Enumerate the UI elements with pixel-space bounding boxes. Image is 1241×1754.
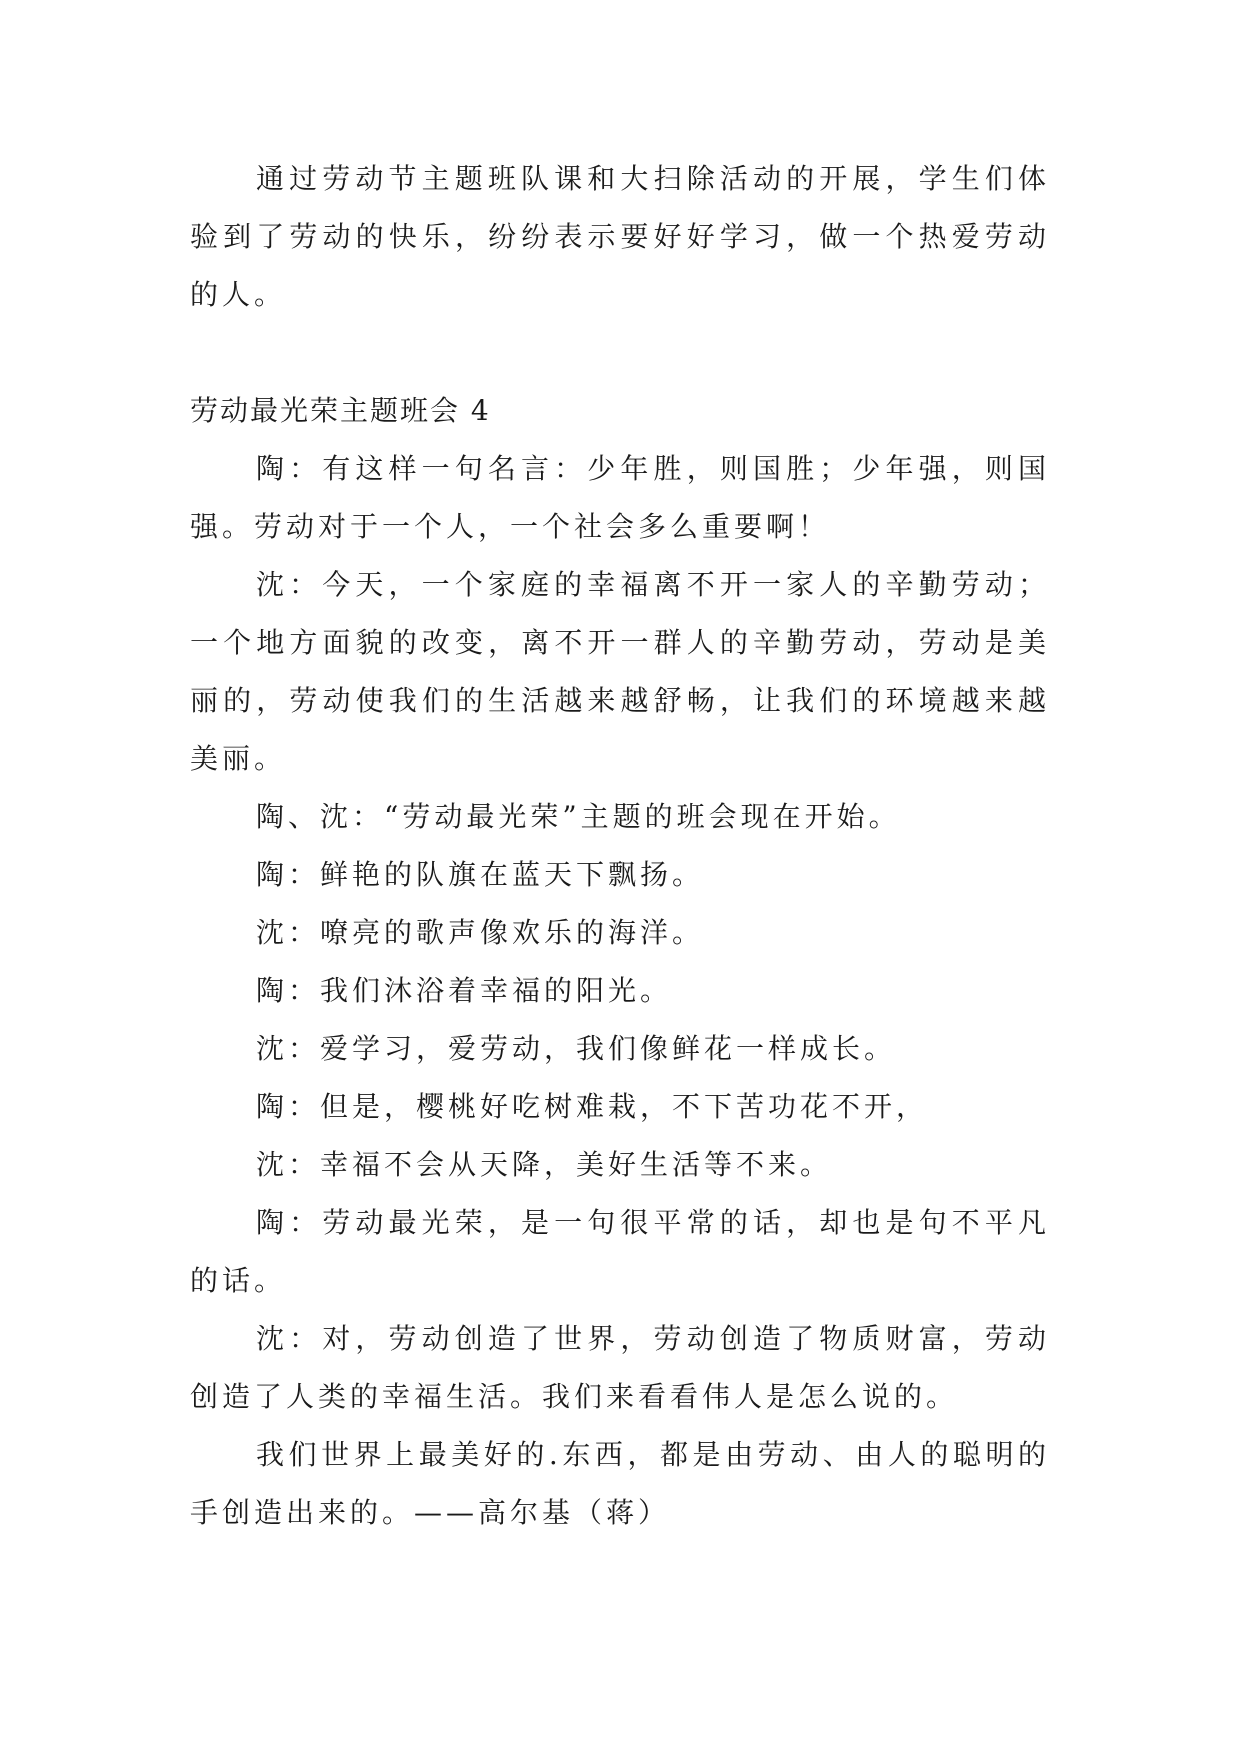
dialogue-paragraph: 陶：但是，樱桃好吃树难栽，不下苦功花不开， xyxy=(256,1090,929,1123)
dialogue-paragraph: 陶、沈：“劳动最光荣”主题的班会现在开始。 xyxy=(256,800,901,833)
section-title: 劳动最光荣主题班会 4 xyxy=(190,394,491,427)
dialogue-paragraph: 沈：嘹亮的歌声像欢乐的海洋。 xyxy=(256,916,705,949)
dialogue-paragraph: 沈：爱学习，爱劳动，我们像鲜花一样成长。 xyxy=(256,1032,897,1065)
dialogue-paragraph: 陶：劳动最光荣，是一句很平常的话，却也是句不平凡的话。 xyxy=(190,1206,1050,1297)
dialogue-paragraph: 沈：今天，一个家庭的幸福离不开一家人的辛勤劳动；一个地方面貌的改变，离不开一群人的辛勤劳动，劳动是美丽的，劳动使我们的生活越来越舒畅，让我们的环境越来越美丽。 xyxy=(190,568,1050,775)
dialogue-paragraph: 陶：有这样一句名言：少年胜，则国胜；少年强，则国强。劳动对于一个人，一个社会多么重要啊！ xyxy=(190,452,1050,543)
dialogue-paragraph: 沈：幸福不会从天降，美好生活等不来。 xyxy=(256,1148,833,1181)
intro-paragraph: 通过劳动节主题班队课和大扫除活动的开展，学生们体验到了劳动的快乐，纷纷表示要好好学习，做一个热爱劳动的人。 xyxy=(190,162,1050,311)
dialogue-paragraph: 陶：鲜艳的队旗在蓝天下飘扬。 xyxy=(256,858,705,891)
dialogue-paragraph: 沈：对，劳动创造了世界，劳动创造了物质财富，劳动创造了人类的幸福生活。我们来看看伟人是怎么说的。 xyxy=(190,1322,1050,1413)
dialogue-paragraph: 陶：我们沐浴着幸福的阳光。 xyxy=(256,974,673,1007)
quote-paragraph: 我们世界上最美好的.东西，都是由劳动、由人的聪明的手创造出来的。——高尔基（蒋） xyxy=(190,1438,1050,1529)
document-page xyxy=(190,150,1050,1542)
